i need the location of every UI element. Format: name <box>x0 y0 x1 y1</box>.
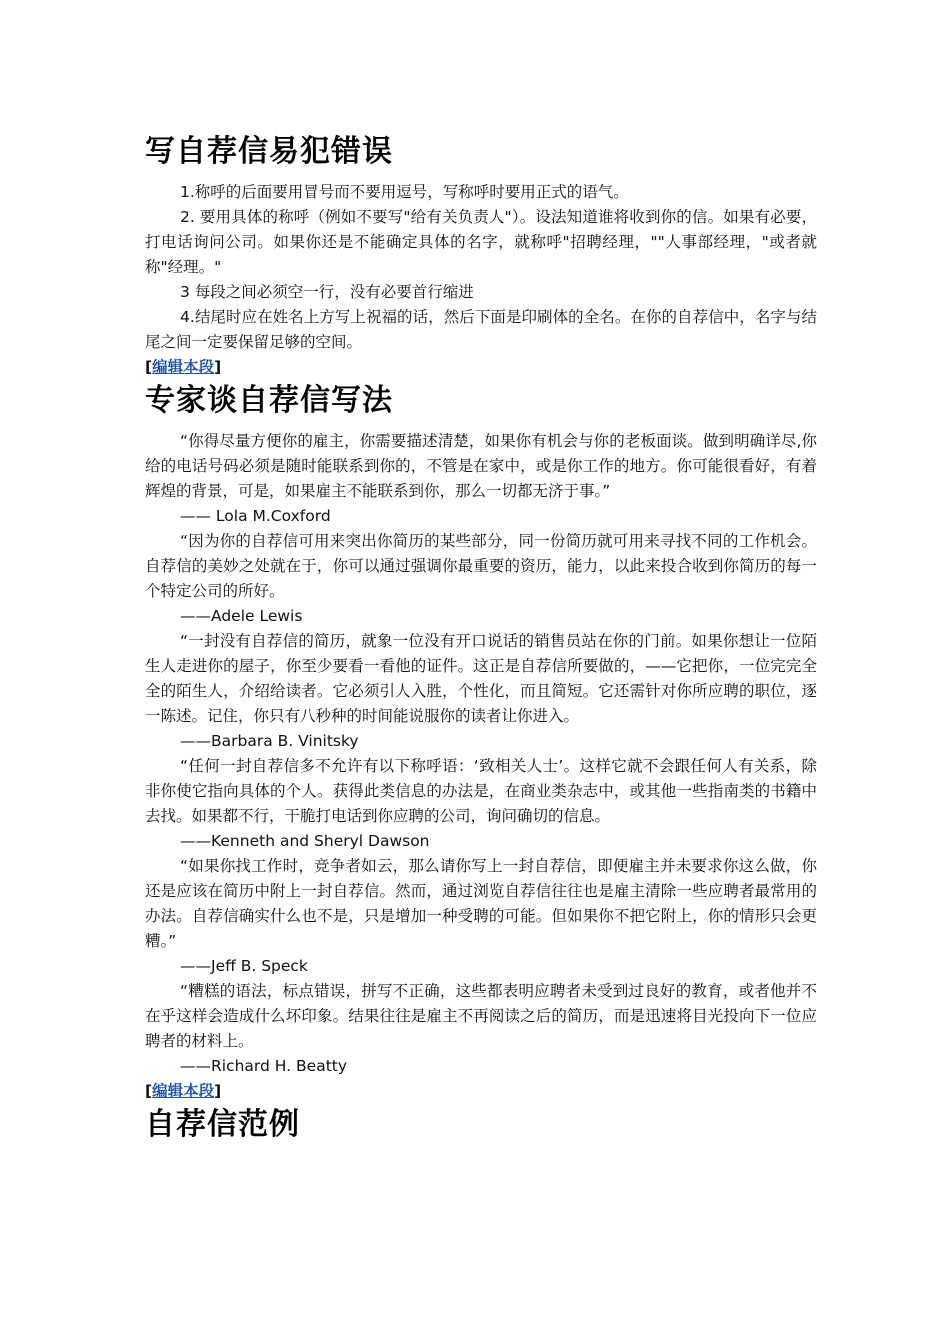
quote-author: ——Barbara B. Vinitsky <box>180 732 359 750</box>
edit-section-link-2 <box>145 1079 817 1103</box>
quote-author: ——Richard H. Beatty <box>180 1057 348 1075</box>
quote-author: ——Jeff B. Speck <box>180 957 308 975</box>
quote-text: “因为你的自荐信可用来突出你简历的某些部分，同一份简历就可用来寻找不同的工作机会。自荐信的美妙之处就在于，你可以通过强调你最重要的资历，能力，以此来投合收到你简历的每一个特定公司的所好。 <box>145 532 817 600</box>
section-title-expert-advice: 专家谈自荐信写法 <box>145 383 393 418</box>
mistake-item-3: 3 每段之间必须空一行，没有必要首行缩进 <box>180 283 474 301</box>
edit-section-button[interactable]: 编辑本段 <box>152 1082 215 1100</box>
quote-text: “任何一封自荐信多不允许有以下称呼语：‘致相关人士’。这样它就不会跟任何人有关系，除非你使它指向具体的个人。获得此类信息的办法是，在商业类杂志中，或其他一些指南类的书籍中去找。如果都不行，干脆打电话到你应聘的公司，询问确切的信息。 <box>145 757 817 825</box>
document-body <box>145 130 817 1147</box>
quote-author: ——Kenneth and Sheryl Dawson <box>180 832 430 850</box>
quote-text: “糟糕的语法，标点错误，拼写不正确，这些都表明应聘者未受到过良好的教育，或者他并不在乎这样会造成什么坏印象。结果往往是雇主不再阅读之后的简历，而是迅速将目光投向下一位应聘者的材料上。 <box>145 982 817 1050</box>
mistake-item-2: 2. 要用具体的称呼（例如不要写"给有关负责人"）。设法知道谁将收到你的信。如果有必要，打电话询问公司。如果你还是不能确定具体的名字，就称呼"招聘经理，""人事部经理，"或者就称"经理。" <box>145 208 817 276</box>
quote-author: ——Adele Lewis <box>180 607 303 625</box>
mistake-item-4: 4.结尾时应在姓名上方写上祝福的话，然后下面是印刷体的全名。在你的自荐信中，名字与结尾之间一定要保留足够的空间。 <box>145 308 817 351</box>
edit-section-button[interactable]: 编辑本段 <box>152 358 215 376</box>
quote-text: “如果你找工作时，竞争者如云，那么请你写上一封自荐信，即便雇主并未要求你这么做，你还是应该在简历中附上一封自荐信。然而，通过浏览自荐信往往也是雇主清除一些应聘者最常用的办法。自荐信确实什么也不是，只是增加一种受聘的可能。但如果你不把它附上，你的情形只会更糟。” <box>145 857 817 950</box>
bracket-close: ] <box>214 358 222 376</box>
bracket-close: ] <box>214 1082 222 1100</box>
quote-text: “你得尽量方便你的雇主，你需要描述清楚，如果你有机会与你的老板面谈。做到明确详尽,你给的电话号码必须是随时能联系到你的，不管是在家中，或是你工作的地方。你可能很看好，有着辉煌的背景，可是，如果雇主不能联系到你，那么一切都无济于事。” <box>145 432 817 500</box>
quote-text: “一封没有自荐信的简历，就象一位没有开口说话的销售员站在你的门前。如果你想让一位陌生人走进你的屋子，你至少要看一看他的证件。这正是自荐信所要做的，——它把你，一位完完全全的陌生人，介绍给读者。它必须引人入胜，个性化，而且简短。它还需针对你所应聘的职位，逐一陈述。记住，你只有八秒种的时间能说服你的读者让你进入。 <box>145 632 817 725</box>
mistake-item-1: 1.称呼的后面要用冒号而不要用逗号，写称呼时要用正式的语气。 <box>180 183 629 201</box>
section-title-sample-letter: 自荐信范例 <box>145 1107 300 1142</box>
edit-section-link-1 <box>145 355 817 379</box>
section-title-common-mistakes: 写自荐信易犯错误 <box>145 134 393 169</box>
quote-author: —— Lola M.Coxford <box>180 507 331 525</box>
bracket-open: [ <box>145 1082 153 1100</box>
bracket-open: [ <box>145 358 153 376</box>
